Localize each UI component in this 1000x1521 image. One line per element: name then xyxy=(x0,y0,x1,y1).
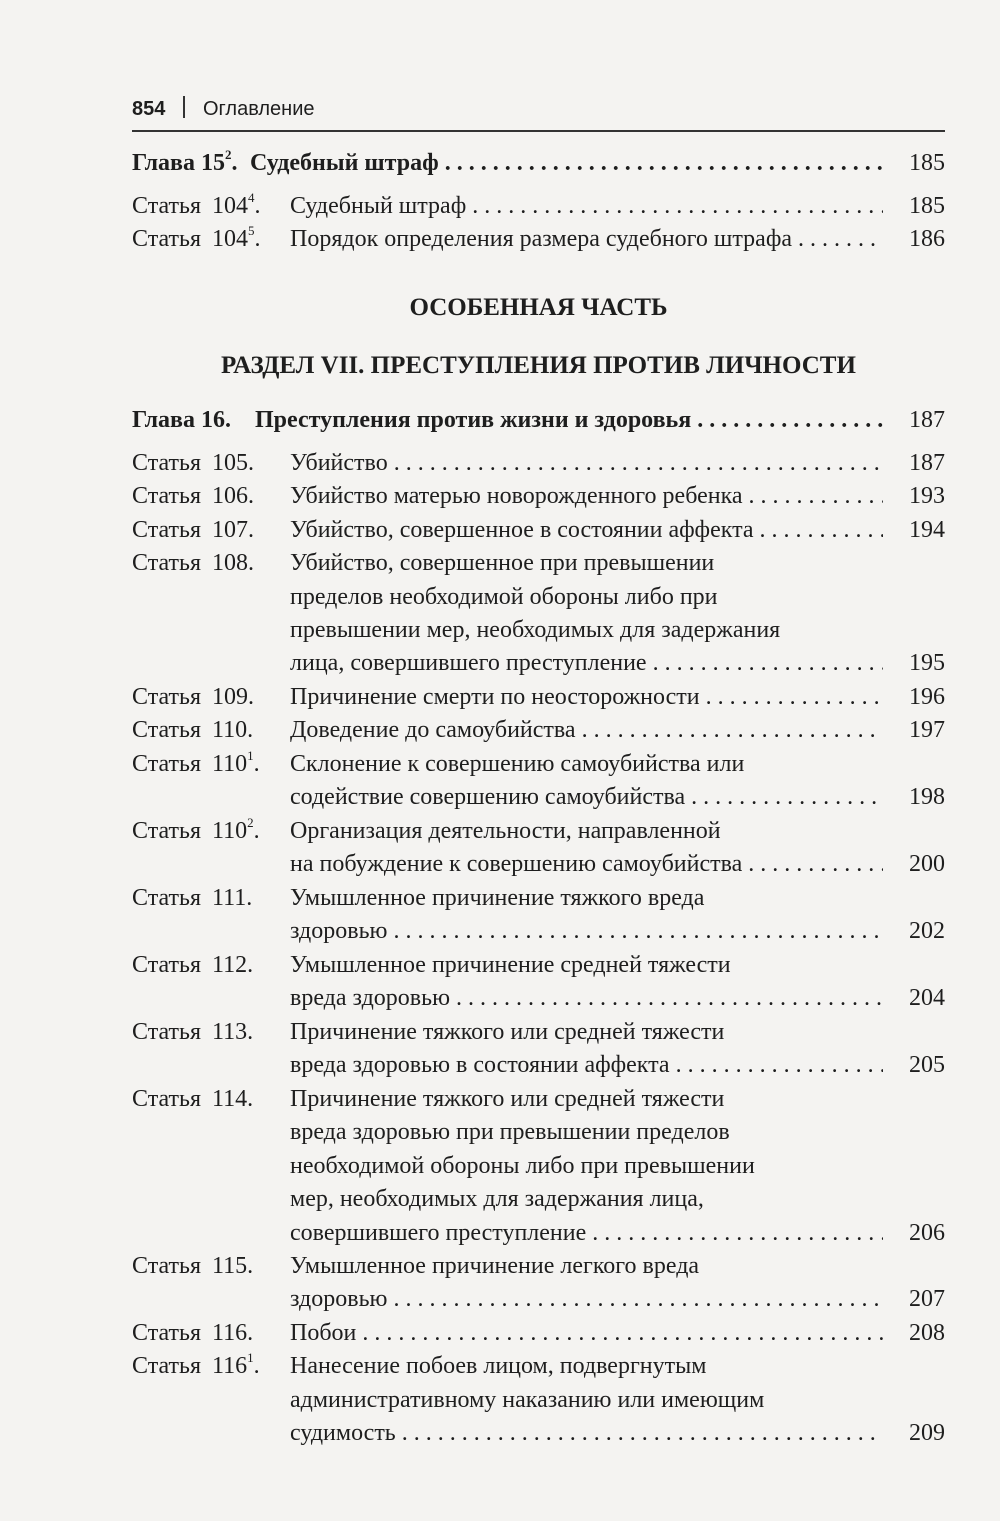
chapter-page: 187 xyxy=(909,407,945,433)
article-title-line: административному наказанию или имеющим xyxy=(290,1387,765,1413)
article-title-line: Умышленное причинение средней тяжести xyxy=(290,952,731,978)
article-page: 200 xyxy=(909,851,945,877)
article-number: 111. xyxy=(212,885,253,911)
toc-article-114[interactable] xyxy=(132,1083,945,1116)
article-title: Побои . . . xyxy=(290,1317,883,1350)
toc-chapter-15-2[interactable] xyxy=(132,147,945,180)
article-word: Статья xyxy=(132,1320,201,1346)
chapter-page: 185 xyxy=(909,150,945,176)
toc-chapter-16[interactable] xyxy=(132,404,945,437)
article-word: Статья xyxy=(132,717,201,743)
article-number: $116^1$. xyxy=(212,1350,260,1379)
article-number: 108. xyxy=(212,550,254,576)
article-number: 115. xyxy=(212,1253,254,1279)
article-word: Статья xyxy=(132,483,201,509)
page-number: 854 xyxy=(132,98,166,120)
toc-article-113[interactable] xyxy=(132,1016,945,1049)
article-number: 112. xyxy=(212,952,254,978)
article-number: 106. xyxy=(212,483,254,509)
article-number: 107. xyxy=(212,517,254,543)
toc-article-108-cont xyxy=(132,647,945,680)
article-page: 206 xyxy=(909,1220,945,1246)
part-heading: ОСОБЕННАЯ ЧАСТЬ xyxy=(409,294,668,321)
article-word: Статья xyxy=(132,1253,201,1279)
toc-article-108-cont xyxy=(132,581,945,614)
article-page: 202 xyxy=(909,918,945,944)
toc-article-114-cont xyxy=(132,1150,945,1183)
article-word: Статья xyxy=(132,1019,201,1045)
article-word: Статья xyxy=(132,952,201,978)
article-title: Судебный штраф . . . xyxy=(290,190,883,223)
article-title-line: Склонение к совершению самоубийства или xyxy=(290,751,745,777)
article-word: Статья xyxy=(132,550,201,576)
article-number: $110^1$. xyxy=(212,748,260,777)
toc-article-115-cont xyxy=(132,1283,945,1316)
article-title-line: Организация деятельности, направленной xyxy=(290,818,721,844)
section-heading: РАЗДЕЛ VII. ПРЕСТУПЛЕНИЯ ПРОТИВ ЛИЧНОСТИ xyxy=(221,352,856,379)
toc-article-110-2[interactable] xyxy=(132,815,945,848)
article-word: Статья xyxy=(132,193,201,219)
article-title-line: вреда здоровью в состоянии аффекта . . . xyxy=(290,1049,883,1082)
article-page: 198 xyxy=(909,784,945,810)
toc-article-111[interactable] xyxy=(132,882,945,915)
article-title-line: Убийство, совершенное при превышении xyxy=(290,550,715,576)
article-title-line: Умышленное причинение легкого вреда xyxy=(290,1253,700,1279)
article-title: Убийство, совершенное в состоянии аффекта . . . xyxy=(290,514,883,547)
toc-article-112-cont xyxy=(132,982,945,1015)
article-number: 116. xyxy=(212,1320,254,1346)
toc-article-108[interactable] xyxy=(132,547,945,580)
toc-article-104-4[interactable] xyxy=(132,190,945,223)
article-title-line: необходимой обороны либо при превышении xyxy=(290,1153,755,1179)
toc-article-115[interactable] xyxy=(132,1250,945,1283)
chapter-label: Глава 16. xyxy=(132,407,231,433)
toc-article-106[interactable] xyxy=(132,480,945,513)
article-page: 196 xyxy=(909,684,945,710)
article-number: $104^5$. xyxy=(212,223,261,252)
toc-article-109[interactable] xyxy=(132,681,945,714)
toc-article-110-1[interactable] xyxy=(132,748,945,781)
article-page: 197 xyxy=(909,717,945,743)
article-title-line: Умышленное причинение тяжкого вреда xyxy=(290,885,705,911)
article-word: Статья xyxy=(132,1086,201,1112)
article-word: Статья xyxy=(132,450,201,476)
toc-article-114-cont xyxy=(132,1183,945,1216)
toc-article-105[interactable] xyxy=(132,447,945,480)
article-page: 207 xyxy=(909,1286,945,1312)
article-title-line: вреда здоровью . . . xyxy=(290,982,883,1015)
article-title: Порядок определения размера судебного штрафа . . . xyxy=(290,223,883,256)
article-number: 114. xyxy=(212,1086,254,1112)
article-word: Статья xyxy=(132,751,201,777)
article-number: 109. xyxy=(212,684,254,710)
toc-article-116-1-cont xyxy=(132,1417,945,1450)
article-page: 209 xyxy=(909,1420,945,1446)
toc-article-116-1-cont xyxy=(132,1384,945,1417)
article-page: 194 xyxy=(909,517,945,543)
chapter-title: Судебный штраф . . . xyxy=(250,147,883,180)
article-title-line: превышении мер, необходимых для задержания xyxy=(290,617,781,643)
article-number: 105. xyxy=(212,450,254,476)
header-title: Оглавление xyxy=(203,98,315,120)
article-title-line: совершившего преступление . . . xyxy=(290,1217,883,1250)
article-title-line: пределов необходимой обороны либо при xyxy=(290,584,718,610)
article-title: Причинение смерти по неосторожности . . . xyxy=(290,681,883,714)
article-title-line: судимость . . . xyxy=(290,1417,883,1450)
article-page: 204 xyxy=(909,985,945,1011)
article-page: 208 xyxy=(909,1320,945,1346)
article-title-line: Нанесение побоев лицом, подвергнутым xyxy=(290,1353,707,1379)
article-page: 186 xyxy=(909,226,945,252)
article-number: $104^4$. xyxy=(212,190,261,219)
article-word: Статья xyxy=(132,517,201,543)
toc-article-107[interactable] xyxy=(132,514,945,547)
article-word: Статья xyxy=(132,885,201,911)
toc-article-110-1-cont xyxy=(132,781,945,814)
article-page: 185 xyxy=(909,193,945,219)
article-page: 205 xyxy=(909,1052,945,1078)
article-word: Статья xyxy=(132,684,201,710)
article-title: Убийство . . . xyxy=(290,447,883,480)
toc-article-116[interactable] xyxy=(132,1317,945,1350)
article-title: Доведение до самоубийства . . . xyxy=(290,714,883,747)
article-title-line: на побуждение к совершению самоубийства . . . xyxy=(290,848,883,881)
toc-article-116-1[interactable] xyxy=(132,1350,945,1383)
toc-article-108-cont xyxy=(132,614,945,647)
article-title-line: мер, необходимых для задержания лица, xyxy=(290,1186,704,1212)
article-page: 195 xyxy=(909,650,945,676)
toc-article-111-cont xyxy=(132,915,945,948)
article-title-line: Причинение тяжкого или средней тяжести xyxy=(290,1086,725,1112)
article-page: 193 xyxy=(909,483,945,509)
running-header xyxy=(132,94,945,132)
toc-article-113-cont xyxy=(132,1049,945,1082)
chapter-title: Преступления против жизни и здоровья . . . xyxy=(255,404,883,437)
article-number: 110. xyxy=(212,717,254,743)
header-separator xyxy=(183,96,185,118)
toc-article-112[interactable] xyxy=(132,949,945,982)
toc-article-104-5[interactable] xyxy=(132,223,945,256)
article-word: Статья xyxy=(132,1353,201,1379)
article-word: Статья xyxy=(132,818,201,844)
article-number: 113. xyxy=(212,1019,254,1045)
toc-article-110-2-cont xyxy=(132,848,945,881)
article-title-line: вреда здоровью при превышении пределов xyxy=(290,1119,730,1145)
article-word: Статья xyxy=(132,226,201,252)
toc-article-114-cont xyxy=(132,1217,945,1250)
toc-article-110[interactable] xyxy=(132,714,945,747)
article-title-line: здоровью . . . xyxy=(290,1283,883,1316)
article-title: Убийство матерью новорожденного ребенка . . . xyxy=(290,480,883,513)
article-page: 187 xyxy=(909,450,945,476)
toc-article-114-cont xyxy=(132,1116,945,1149)
article-title-line: содействие совершению самоубийства . . . xyxy=(290,781,883,814)
article-number: $110^2$. xyxy=(212,815,260,844)
article-title-line: здоровью . . . xyxy=(290,915,883,948)
article-title-line: Причинение тяжкого или средней тяжести xyxy=(290,1019,725,1045)
article-title-line: лица, совершившего преступление . . . xyxy=(290,647,883,680)
chapter-label: Глава $15^2$. xyxy=(132,147,238,176)
